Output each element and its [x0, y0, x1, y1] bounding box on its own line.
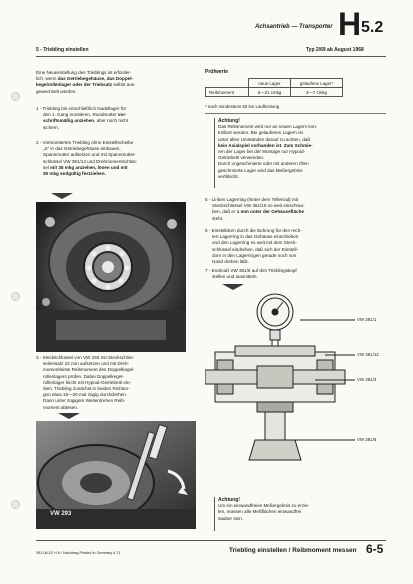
note-top-rule	[205, 113, 386, 114]
photo-pointer-arrow-1	[51, 193, 73, 199]
photo-gearbox-housing	[36, 202, 186, 352]
step-3-text: 3 - Steckschlüssel von VW 293 mit Steckschlüs- seleinsatz 22 mm aufsetzen und mit Dreh- momentleiste Reibmoment des Doppelkegel- rollenlagers prüfen. Dabei Doppelkegel- rollenlager leicht mit Hypoid-Getriebeöl ein- ölen. Triebling zunächst in beiden Richtun- gen etwa 15—20 mal zügig durchdrehen. Dann unter zügigem Weiterdrehen Reib- moment ablesen.	[36, 355, 135, 410]
step-2-text: 2 - Vormontierten Triebling ohne Einstellscheibe „S“ in das Getriebegehäuse einbauen, Spannmutter aufsetzen und mit Spannmutter- schlüssel VW 381/14 und Drehmomentschlüs- sel mit 35 mkg anziehen, lösen und mit 35 mkg endgültig festziehen.	[36, 140, 138, 177]
test-values-table	[205, 78, 343, 97]
footer-rule	[36, 540, 386, 541]
subheader-right: Typ 2/69 ab August 1968	[306, 47, 364, 53]
footer-title: Triebling einstellen / Reibmoment messen	[229, 547, 357, 554]
table-value-new: 6—21 cmkg	[249, 88, 291, 97]
photo-pointer-arrow-2	[58, 413, 80, 419]
photo-torque-wrench	[36, 421, 196, 529]
label-vw381-1: VW 381/1	[357, 317, 377, 322]
binder-hole-top	[11, 92, 20, 101]
tool-label-vw293: VW 293	[50, 511, 72, 517]
note-2-bar	[214, 497, 215, 531]
step-1-text: 1 - Triebling bis einschließlich Nadellager für den 1. Gang montieren, Rundmutter vor- schriftsmäßig anziehen, aber noch nicht sichern.	[36, 106, 129, 130]
binder-hole-bottom	[11, 500, 20, 509]
note-2-title: Achtung!	[218, 497, 240, 503]
section-letter: H	[338, 6, 362, 42]
subheader-left: 5 - Triebling einstellen	[36, 47, 89, 53]
section-number: 5.2	[361, 19, 384, 36]
header-rule	[36, 56, 386, 57]
table-title: Prüfwerte	[205, 69, 229, 75]
table-header-new: neue Lager	[249, 79, 291, 88]
note-1-title: Achtung!	[218, 118, 240, 124]
binder-hole-middle	[11, 292, 20, 301]
label-vw381-12: VW 381/12	[357, 352, 379, 357]
diagram-setting-mandrel	[205, 290, 365, 480]
intro-text: Eine Neueinstellung des Trieblings ist erforder- lich, wenn das Getriebegehäuse, das Doppel- kegelrollenlager oder der Triebsatz selbst aus- gewechselt werden.	[36, 70, 136, 94]
table-row-label: Reibmoment	[206, 88, 249, 97]
note-1: Achtung! Das Reibmoment wird nur an neuen Lagern kon- trolliert werden. Bei gelaufenen Lagern ist unter allen Umständen darauf zu achten, daß kein Axialspiel vorhanden ist. Zum Schmie- ren der Lager bei der Montage nur Hypoid- Getriebeöl verwenden. Durch ungeschmierte oder mit anderen Ölen geschmierte Lager wird das Meßergebnis verfälscht.	[218, 118, 386, 180]
table-header-used: gelaufene Lager*	[291, 79, 343, 88]
note-2: Achtung! Um ein einwandfreies Meßergebnis zu erzie- len, müssen alle Meßflächen einwandfrei sauber sein.	[218, 497, 386, 522]
step-6-text: 6 - Einstelldorn durch die Bohrung für den rech- ten Lagerring in das Gehäuse einschieben und den Lagerring so weit mit dem Steck- schlüssel eindrehen, daß sich der Einstell- dorn in den Lagerringen gerade noch von Hand drehen läßt.	[205, 228, 302, 265]
print-code: 391.06.02 H 6 / Nachtrag Printed in Germany 6.71	[36, 551, 121, 555]
step-7-text: 7 - Endmaß VW 381/6 auf den Trieblingskopf stellen und ausmitteln.	[205, 268, 297, 280]
step-5-text: 5 - Linken Lagerring (hinter dem Tellerrad) mit Steckschlüssel VW 381/15 so weit einschrau- ben, daß er 1 mm unter der Gehäusefläche steht.	[205, 197, 305, 221]
table-value-used: 3—7 cmkg	[291, 88, 343, 97]
label-vw381-3: VW 381/3	[357, 377, 377, 382]
table-footnote: * nach mindestens 50 km Laufleistung	[205, 104, 280, 109]
label-vw381-6: VW 381/6	[357, 437, 377, 442]
page-number: 6-5	[366, 542, 384, 556]
note-1-bar	[214, 118, 215, 188]
section-title: Achsantrieb — Transporter	[255, 24, 333, 30]
